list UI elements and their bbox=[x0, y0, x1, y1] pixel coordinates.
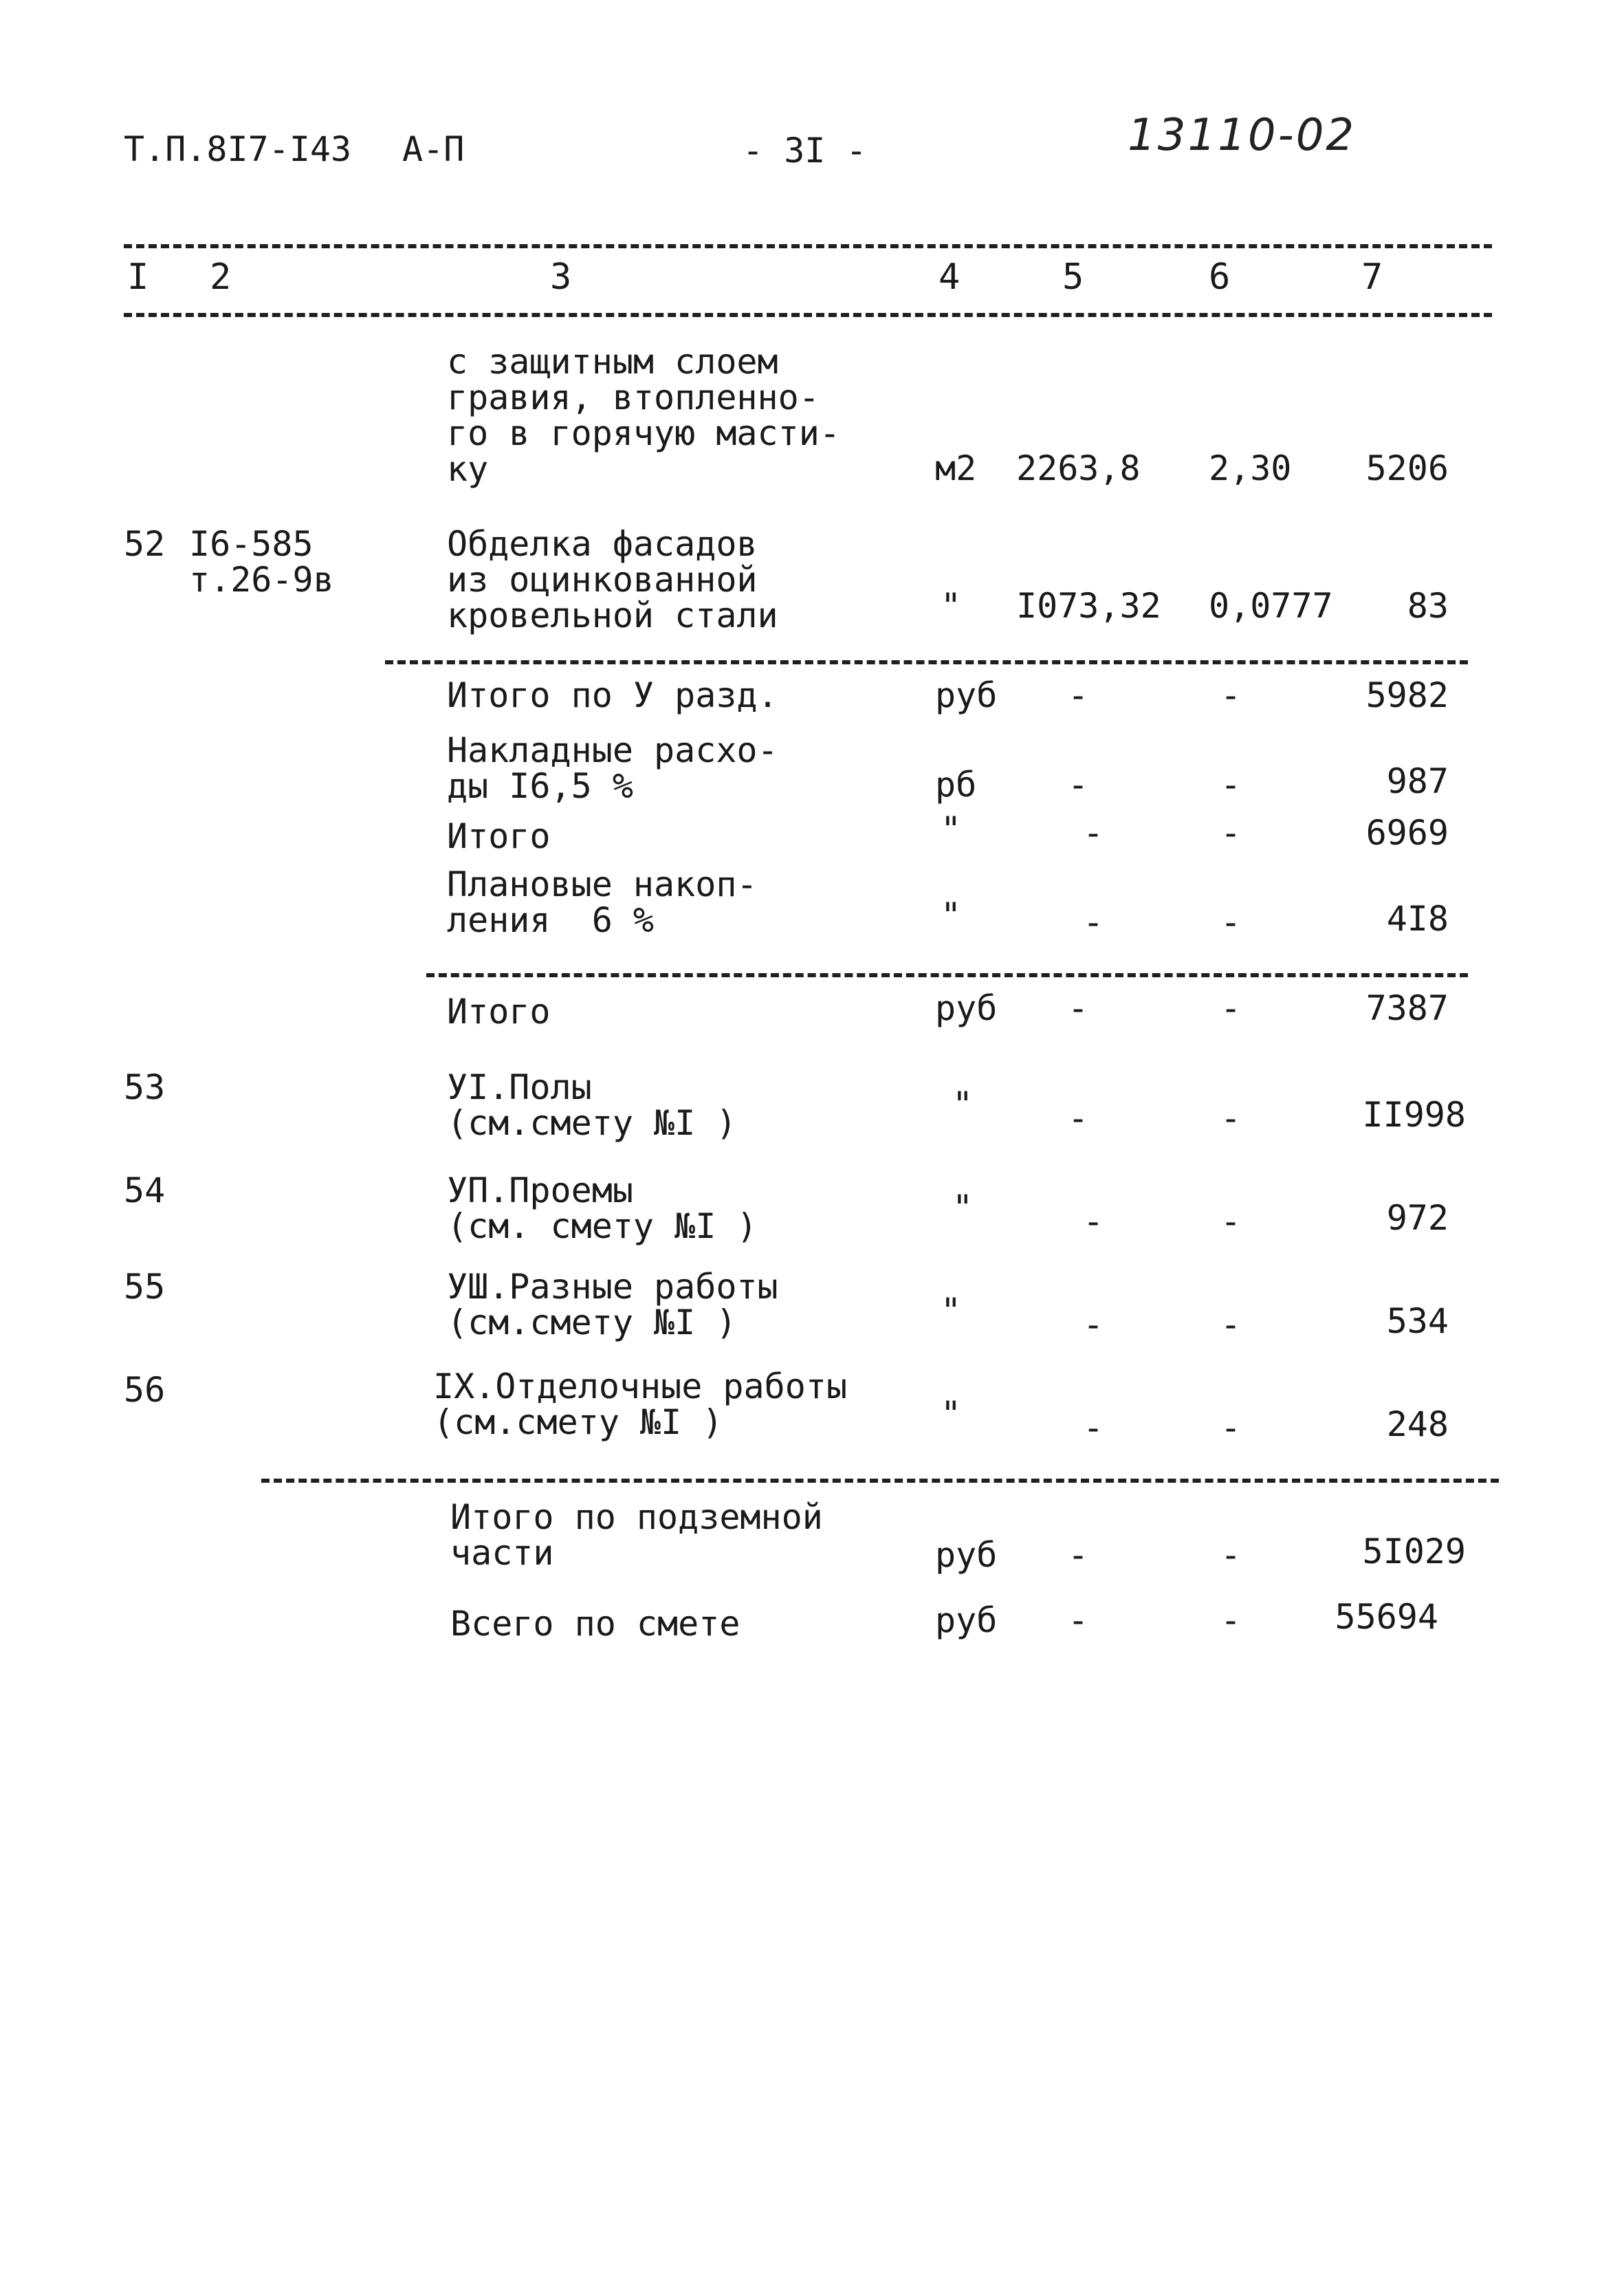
header-rule-bottom bbox=[124, 313, 1492, 317]
row-desc: Плановые накоп- ления 6 % bbox=[447, 864, 758, 940]
row-qty: - bbox=[1068, 1600, 1089, 1640]
row-unit: м2 bbox=[935, 448, 977, 488]
row-price: - bbox=[1220, 1535, 1242, 1575]
row-total: 972 bbox=[1386, 1198, 1449, 1238]
row-desc: УI.Полы (см.смету №I ) bbox=[447, 1067, 737, 1143]
row-price: - bbox=[1220, 1098, 1242, 1138]
handwritten-number: 13110-02 bbox=[1128, 110, 1357, 161]
row-desc: Накладные расхо- ды I6,5 % bbox=[447, 730, 778, 806]
row-number: 53 bbox=[124, 1067, 166, 1107]
row-total: 7387 bbox=[1365, 988, 1449, 1028]
row-unit: " bbox=[941, 895, 962, 935]
row-price: 0,0777 bbox=[1209, 586, 1333, 626]
row-total: 5982 bbox=[1365, 675, 1449, 715]
row-desc: с защитным слоем гравия, втопленно- го в горячую масти- ку bbox=[447, 342, 840, 489]
col-5-header: 5 bbox=[1062, 257, 1084, 298]
row-desc: Обделка фасадов из оцинкованной кровельной стали bbox=[447, 524, 778, 635]
row-unit: руб bbox=[935, 1600, 998, 1640]
section-rule bbox=[261, 1479, 1499, 1483]
row-qty: 2263,8 bbox=[1016, 448, 1141, 488]
row-total: 4I8 bbox=[1386, 899, 1449, 939]
page-number: - 3I - bbox=[743, 131, 867, 171]
row-unit: " bbox=[952, 1188, 974, 1228]
row-desc: IX.Отделочные работы (см.смету №I ) bbox=[433, 1367, 848, 1442]
row-price: - bbox=[1220, 1408, 1242, 1448]
row-price: 2,30 bbox=[1209, 448, 1292, 488]
doc-code: Т.П.8I7-I43 bbox=[124, 129, 352, 169]
row-qty: - bbox=[1083, 902, 1104, 942]
row-total: 5206 bbox=[1365, 448, 1449, 488]
row-qty: - bbox=[1068, 1535, 1089, 1575]
row-desc: Итого bbox=[447, 992, 551, 1032]
row-price: - bbox=[1220, 675, 1242, 715]
row-unit: " bbox=[952, 1085, 974, 1124]
row-qty: - bbox=[1068, 1098, 1089, 1138]
row-qty: - bbox=[1083, 1201, 1104, 1241]
header-rule-top bbox=[124, 244, 1492, 248]
row-desc: Итого bbox=[447, 816, 551, 856]
row-unit: " bbox=[941, 1394, 962, 1434]
row-unit: " bbox=[941, 809, 962, 849]
row-price: - bbox=[1220, 902, 1242, 942]
row-total: 83 bbox=[1407, 586, 1449, 626]
row-desc: УШ.Разные работы (см.смету №I ) bbox=[447, 1267, 778, 1342]
col-1-header: I bbox=[127, 257, 149, 298]
row-desc: Итого по У разд. bbox=[447, 675, 778, 715]
row-total: 5I029 bbox=[1362, 1532, 1466, 1571]
col-4-header: 4 bbox=[939, 257, 961, 298]
row-qty: - bbox=[1068, 988, 1089, 1028]
row-total: 534 bbox=[1386, 1301, 1449, 1341]
row-unit: руб bbox=[935, 988, 998, 1028]
sheet-label: А-П bbox=[402, 129, 465, 169]
row-code: I6-585 т.26-9в bbox=[189, 524, 334, 600]
row-total: 987 bbox=[1386, 761, 1449, 801]
row-qty: - bbox=[1083, 1408, 1104, 1448]
row-price: - bbox=[1220, 1201, 1242, 1241]
col-6-header: 6 bbox=[1209, 257, 1231, 298]
row-price: - bbox=[1220, 1600, 1242, 1640]
row-unit: " bbox=[941, 1291, 962, 1331]
row-qty: - bbox=[1068, 675, 1089, 715]
col-7-header: 7 bbox=[1361, 257, 1383, 298]
row-qty: - bbox=[1083, 813, 1104, 853]
section-rule bbox=[426, 973, 1468, 977]
col-2-header: 2 bbox=[210, 257, 232, 298]
row-price: - bbox=[1220, 765, 1242, 805]
section-rule bbox=[385, 660, 1468, 664]
row-qty: I073,32 bbox=[1016, 586, 1161, 626]
row-total: 248 bbox=[1386, 1404, 1449, 1444]
row-desc: Итого по подземной части bbox=[450, 1497, 823, 1573]
row-number: 52 bbox=[124, 524, 166, 564]
row-number: 55 bbox=[124, 1267, 166, 1307]
row-price: - bbox=[1220, 813, 1242, 853]
row-qty: - bbox=[1068, 765, 1089, 805]
row-price: - bbox=[1220, 1305, 1242, 1345]
row-number: 54 bbox=[124, 1171, 166, 1210]
row-unit: руб bbox=[935, 675, 998, 715]
row-number: 56 bbox=[124, 1370, 166, 1410]
row-total: II998 bbox=[1362, 1095, 1466, 1135]
row-desc: Всего по смете bbox=[450, 1604, 740, 1644]
row-price: - bbox=[1220, 988, 1242, 1028]
row-unit: руб bbox=[935, 1535, 998, 1575]
row-desc: УП.Проемы (см. смету №I ) bbox=[447, 1171, 758, 1246]
row-unit: " bbox=[941, 586, 962, 626]
row-total: 55694 bbox=[1335, 1597, 1438, 1637]
row-unit: рб bbox=[935, 765, 977, 805]
col-3-header: 3 bbox=[550, 257, 572, 298]
row-total: 6969 bbox=[1365, 813, 1449, 853]
row-qty: - bbox=[1083, 1305, 1104, 1345]
